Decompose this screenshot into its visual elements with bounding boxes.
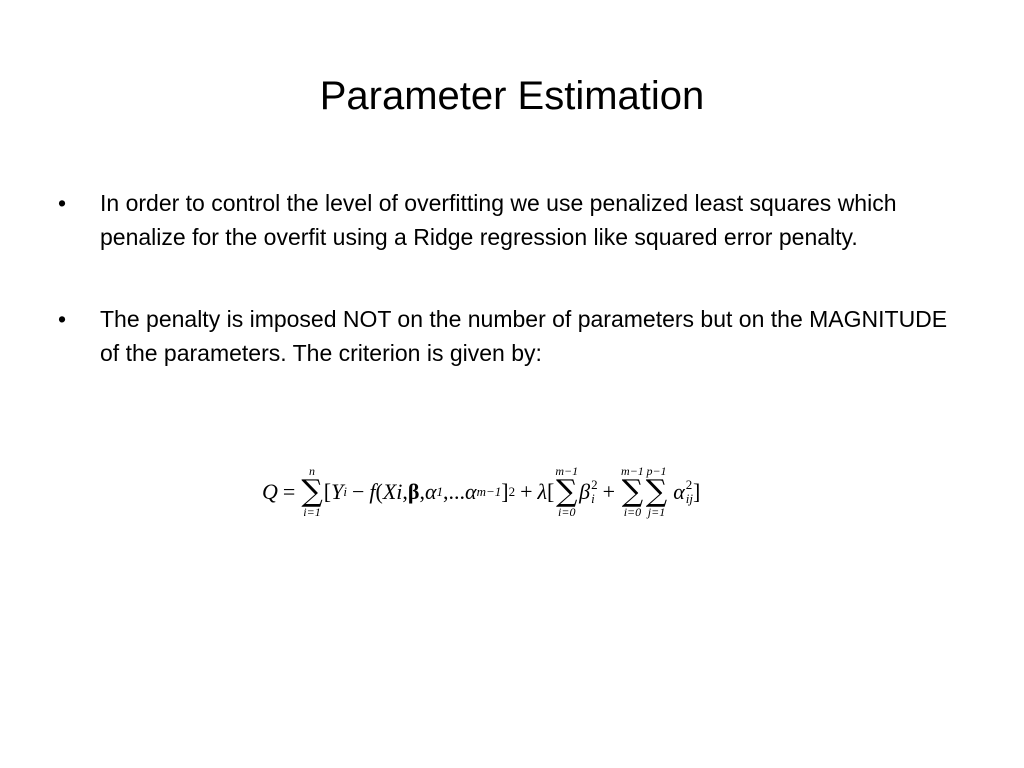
formula-beta: β [579,479,591,504]
slide-title: Parameter Estimation [319,74,705,118]
summation-4 [646,465,667,519]
formula-beta-indices [591,478,598,506]
formula-alpha: α [673,479,685,504]
bullet-text: The penalty is imposed NOT on the number of parameters but on the MAGNITUDE of the parameters. The criterion is given by: [100,306,948,366]
formula-beta-vector: β [407,479,420,504]
bullet-text: In order to control the level of overfitting we use penalized least squares which penalize for the overfit using a Ridge regression like squared error penalty. [100,190,897,250]
formula-alpha-subscript: m−1 [476,484,502,499]
formula-alpha-indices [686,478,693,506]
formula-bracket: [ [547,479,555,504]
formula-beta-superscript: 2 [591,477,598,492]
formula-equals: = [282,479,296,504]
sigma-symbol: ∑ [556,474,578,509]
formula-y: Y [331,479,344,504]
formula-alpha-superscript: 2 [685,477,693,492]
sum-upper-limit: m−1 [621,464,644,478]
formula-square: 2 [508,484,516,499]
formula-alpha-subscript: 1 [436,484,444,499]
formula-ellipsis: ,... [443,479,466,504]
sum-upper-limit: p−1 [646,464,667,478]
formula-xi: Xi [382,479,403,504]
sum-upper-limit: m−1 [555,464,579,478]
sum-lower-limit: i=0 [623,505,642,519]
bullet-marker: • [58,306,67,332]
sum-upper-limit: n [309,464,316,478]
sum-lower-limit: i=0 [558,505,576,519]
formula-comma: , [419,479,425,504]
sigma-symbol: ∑ [645,474,668,509]
summation-3 [621,465,644,519]
formula-lambda: λ [537,479,548,504]
formula-f: f [369,479,376,504]
summation-1 [301,465,322,519]
bullet-item [58,302,958,370]
formula-lhs: Q [262,479,278,504]
formula-plus: + [520,479,533,504]
bullet-marker: • [58,190,67,216]
formula-y-subscript: i [343,484,347,499]
formula-plus: + [602,479,616,504]
formula-beta-subscript: i [591,491,595,506]
formula-alpha-subscript: ij [685,491,694,506]
formula-bracket: [ [323,479,332,504]
bullet-list [58,186,958,370]
formula-paren: ( [375,479,383,504]
sum-lower-limit: i=1 [303,505,321,519]
formula-bracket: ] [501,479,509,504]
bullet-item [58,186,958,254]
sum-lower-limit: j=1 [647,505,666,519]
summation-2 [555,465,578,519]
sigma-symbol: ∑ [621,474,644,509]
formula-minus: − [351,479,365,504]
formula-comma: , [402,479,408,504]
sigma-symbol: ∑ [301,474,323,509]
criterion-formula [262,462,700,522]
formula-alpha: α [424,479,437,504]
formula-alpha: α [465,479,477,504]
formula-bracket: ] [693,479,701,504]
